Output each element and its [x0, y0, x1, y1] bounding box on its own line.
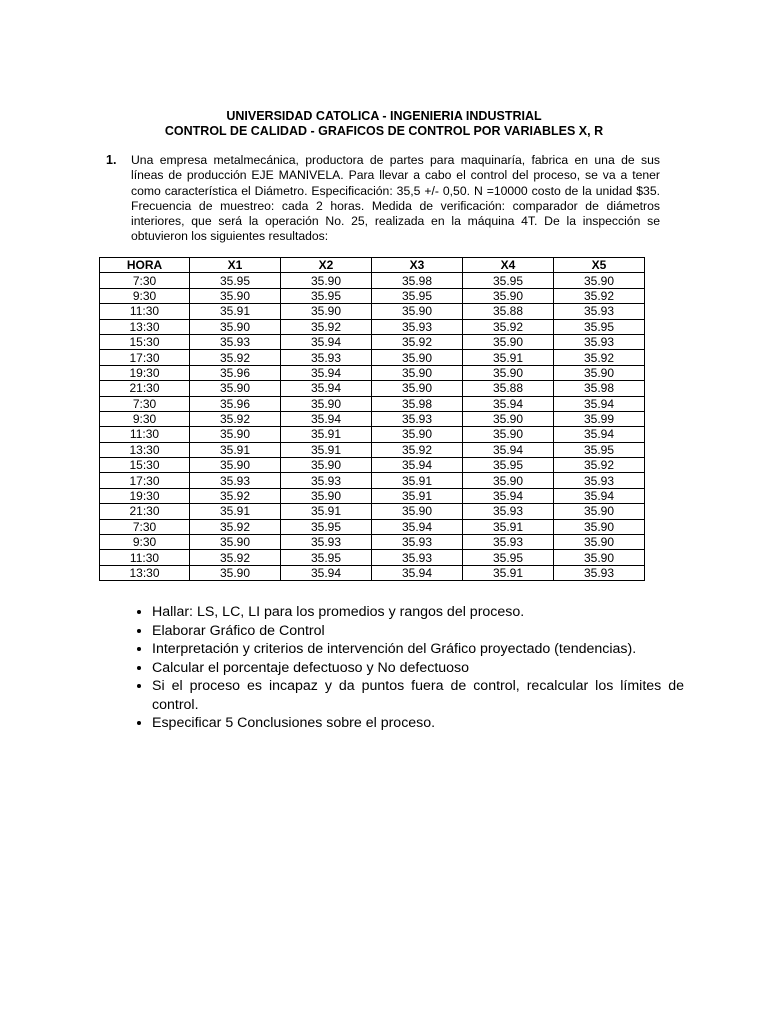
measurement-cell: 35.92	[190, 411, 281, 426]
problem-number: 1.	[106, 153, 117, 167]
measurement-cell: 35.93	[554, 565, 645, 580]
task-item: • Calcular el porcentaje defectuoso y No defectuoso	[152, 659, 684, 678]
measurement-cell: 35.90	[463, 427, 554, 442]
task-item: • Especificar 5 Conclusiones sobre el proceso.	[152, 714, 684, 733]
measurement-cell: 35.98	[372, 273, 463, 288]
hour-cell: 9:30	[100, 288, 190, 303]
column-header-x3: X3	[372, 258, 463, 273]
column-header-hora: HORA	[100, 258, 190, 273]
measurement-cell: 35.99	[554, 411, 645, 426]
hour-cell: 9:30	[100, 411, 190, 426]
measurement-cell: 35.91	[463, 565, 554, 580]
measurement-cell: 35.91	[281, 442, 372, 457]
task-item: • Si el proceso es incapaz y da puntos fuera de control, recalcular los límites de control.	[152, 677, 684, 714]
hour-cell: 13:30	[100, 319, 190, 334]
measurement-cell: 35.93	[372, 535, 463, 550]
table-row	[100, 273, 645, 288]
measurement-cell: 35.93	[190, 473, 281, 488]
task-item: • Elaborar Gráfico de Control	[152, 622, 684, 641]
measurement-cell: 35.94	[554, 427, 645, 442]
table-row	[100, 381, 645, 396]
hour-cell: 15:30	[100, 334, 190, 349]
measurement-cell: 35.95	[281, 550, 372, 565]
hour-cell: 19:30	[100, 488, 190, 503]
table-row	[100, 396, 645, 411]
table-row	[100, 427, 645, 442]
task-list	[130, 603, 684, 733]
table-row	[100, 535, 645, 550]
table-row	[100, 350, 645, 365]
measurement-cell: 35.93	[281, 535, 372, 550]
measurement-cell: 35.93	[463, 504, 554, 519]
measurement-cell: 35.92	[372, 442, 463, 457]
hour-cell: 13:30	[100, 442, 190, 457]
hour-cell: 17:30	[100, 473, 190, 488]
measurement-cell: 35.91	[281, 427, 372, 442]
hour-cell: 11:30	[100, 550, 190, 565]
measurement-cell: 35.94	[554, 396, 645, 411]
measurement-cell: 35.95	[554, 442, 645, 457]
measurement-cell: 35.91	[372, 473, 463, 488]
measurement-cell: 35.90	[281, 488, 372, 503]
table-row	[100, 304, 645, 319]
hour-cell: 11:30	[100, 427, 190, 442]
table-row	[100, 473, 645, 488]
measurement-cell: 35.93	[554, 304, 645, 319]
table-row	[100, 458, 645, 473]
table-row	[100, 550, 645, 565]
measurement-cell: 35.95	[190, 273, 281, 288]
measurement-cell: 35.91	[463, 519, 554, 534]
measurement-cell: 35.90	[554, 365, 645, 380]
hour-cell: 17:30	[100, 350, 190, 365]
table-row	[100, 519, 645, 534]
measurement-cell: 35.92	[554, 458, 645, 473]
table-body	[100, 273, 645, 581]
measurement-cell: 35.92	[554, 288, 645, 303]
measurement-cell: 35.93	[554, 473, 645, 488]
measurement-cell: 35.95	[463, 273, 554, 288]
measurement-cell: 35.94	[372, 519, 463, 534]
measurement-cell: 35.96	[190, 365, 281, 380]
measurement-cell: 35.92	[190, 488, 281, 503]
measurement-cell: 35.95	[281, 519, 372, 534]
measurement-cell: 35.90	[463, 365, 554, 380]
task-item: • Hallar: LS, LC, LI para los promedios y rangos del proceso.	[152, 603, 684, 622]
measurement-cell: 35.91	[463, 350, 554, 365]
hour-cell: 9:30	[100, 535, 190, 550]
table-row	[100, 565, 645, 580]
hour-cell: 7:30	[100, 273, 190, 288]
measurement-cell: 35.90	[372, 365, 463, 380]
measurement-cell: 35.93	[554, 334, 645, 349]
document-header	[0, 109, 768, 139]
measurement-cell: 35.93	[372, 550, 463, 565]
measurement-cell: 35.94	[372, 565, 463, 580]
header-course-line: CONTROL DE CALIDAD - GRAFICOS DE CONTROL POR VARIABLES X, R	[164, 124, 604, 138]
table-row	[100, 334, 645, 349]
measurement-cell: 35.93	[281, 473, 372, 488]
measurement-cell: 35.94	[281, 334, 372, 349]
measurement-cell: 35.98	[372, 396, 463, 411]
measurement-cell: 35.90	[372, 504, 463, 519]
measurement-cell: 35.94	[463, 488, 554, 503]
hour-cell: 11:30	[100, 304, 190, 319]
header-university-line: UNIVERSIDAD CATOLICA - INGENIERIA INDUSTRIAL	[226, 109, 542, 123]
table-row	[100, 488, 645, 503]
column-header-x5: X5	[554, 258, 645, 273]
measurement-cell: 35.93	[281, 350, 372, 365]
measurement-cell: 35.90	[554, 519, 645, 534]
measurement-cell: 35.93	[463, 535, 554, 550]
measurement-cell: 35.94	[463, 442, 554, 457]
measurement-cell: 35.94	[281, 411, 372, 426]
measurement-cell: 35.90	[190, 319, 281, 334]
measurement-cell: 35.90	[372, 381, 463, 396]
measurement-cell: 35.90	[463, 334, 554, 349]
hour-cell: 7:30	[100, 396, 190, 411]
measurement-cell: 35.90	[463, 411, 554, 426]
measurement-cell: 35.92	[372, 334, 463, 349]
hour-cell: 21:30	[100, 504, 190, 519]
measurement-cell: 35.92	[463, 319, 554, 334]
measurement-cell: 35.93	[190, 334, 281, 349]
measurement-cell: 35.91	[281, 504, 372, 519]
hour-cell: 15:30	[100, 458, 190, 473]
measurement-cell: 35.90	[554, 273, 645, 288]
measurement-cell: 35.90	[554, 535, 645, 550]
measurement-cell: 35.90	[190, 458, 281, 473]
measurement-cell: 35.90	[372, 427, 463, 442]
hour-cell: 19:30	[100, 365, 190, 380]
measurement-cell: 35.90	[372, 304, 463, 319]
measurement-cell: 35.94	[554, 488, 645, 503]
measurement-cell: 35.90	[463, 473, 554, 488]
table-row	[100, 411, 645, 426]
problem-statement: Una empresa metalmecánica, productora de partes para maquinaría, fabrica en una de sus líneas de producción EJE MANIVELA. Para llevar a cabo el control del proceso, se va a tener como característica el Diámetro. Especificación: 35,5 +/- 0,50. N =10000 costo de la unidad $35. Frecuencia de muestreo: cada 2 horas. Medida de verificación: comparador de diámetros interiores, que será la operación No. 25, realizada en la máquina 4T. De la inspección se obtuvieron los siguientes resultados:	[131, 153, 660, 244]
table-row	[100, 319, 645, 334]
measurement-cell: 35.90	[463, 288, 554, 303]
column-header-x4: X4	[463, 258, 554, 273]
measurement-cell: 35.93	[372, 411, 463, 426]
measurements-table	[99, 257, 645, 581]
measurement-cell: 35.95	[463, 458, 554, 473]
measurement-cell: 35.90	[190, 427, 281, 442]
measurement-cell: 35.90	[190, 535, 281, 550]
table-row	[100, 288, 645, 303]
measurement-cell: 35.95	[372, 288, 463, 303]
measurement-cell: 35.88	[463, 304, 554, 319]
measurement-cell: 35.91	[372, 488, 463, 503]
measurement-cell: 35.98	[554, 381, 645, 396]
table-row	[100, 365, 645, 380]
measurement-cell: 35.92	[554, 350, 645, 365]
hour-cell: 7:30	[100, 519, 190, 534]
measurement-cell: 35.88	[463, 381, 554, 396]
measurement-cell: 35.90	[372, 350, 463, 365]
measurement-cell: 35.90	[190, 381, 281, 396]
measurement-cell: 35.90	[190, 288, 281, 303]
measurement-cell: 35.90	[281, 304, 372, 319]
measurement-cell: 35.90	[190, 565, 281, 580]
measurement-cell: 35.90	[281, 458, 372, 473]
task-item: • Interpretación y criterios de intervención del Gráfico proyectado (tendencias).	[152, 640, 684, 659]
measurement-cell: 35.95	[554, 319, 645, 334]
measurement-cell: 35.91	[190, 442, 281, 457]
measurement-cell: 35.95	[281, 288, 372, 303]
measurement-cell: 35.92	[190, 350, 281, 365]
measurement-cell: 35.94	[463, 396, 554, 411]
measurement-cell: 35.90	[281, 396, 372, 411]
measurement-cell: 35.92	[281, 319, 372, 334]
column-header-x2: X2	[281, 258, 372, 273]
measurement-cell: 35.96	[190, 396, 281, 411]
hour-cell: 21:30	[100, 381, 190, 396]
measurement-cell: 35.90	[281, 273, 372, 288]
hour-cell: 13:30	[100, 565, 190, 580]
measurement-cell: 35.92	[190, 519, 281, 534]
measurement-cell: 35.91	[190, 304, 281, 319]
column-header-x1: X1	[190, 258, 281, 273]
measurement-cell: 35.93	[372, 319, 463, 334]
measurement-cell: 35.94	[281, 365, 372, 380]
measurement-cell: 35.94	[281, 565, 372, 580]
table-header-row	[100, 258, 645, 273]
measurement-cell: 35.92	[190, 550, 281, 565]
measurement-cell: 35.90	[554, 504, 645, 519]
table-row	[100, 504, 645, 519]
measurement-cell: 35.94	[372, 458, 463, 473]
measurement-cell: 35.90	[554, 550, 645, 565]
measurement-cell: 35.95	[463, 550, 554, 565]
table-row	[100, 442, 645, 457]
measurement-cell: 35.91	[190, 504, 281, 519]
measurement-cell: 35.94	[281, 381, 372, 396]
